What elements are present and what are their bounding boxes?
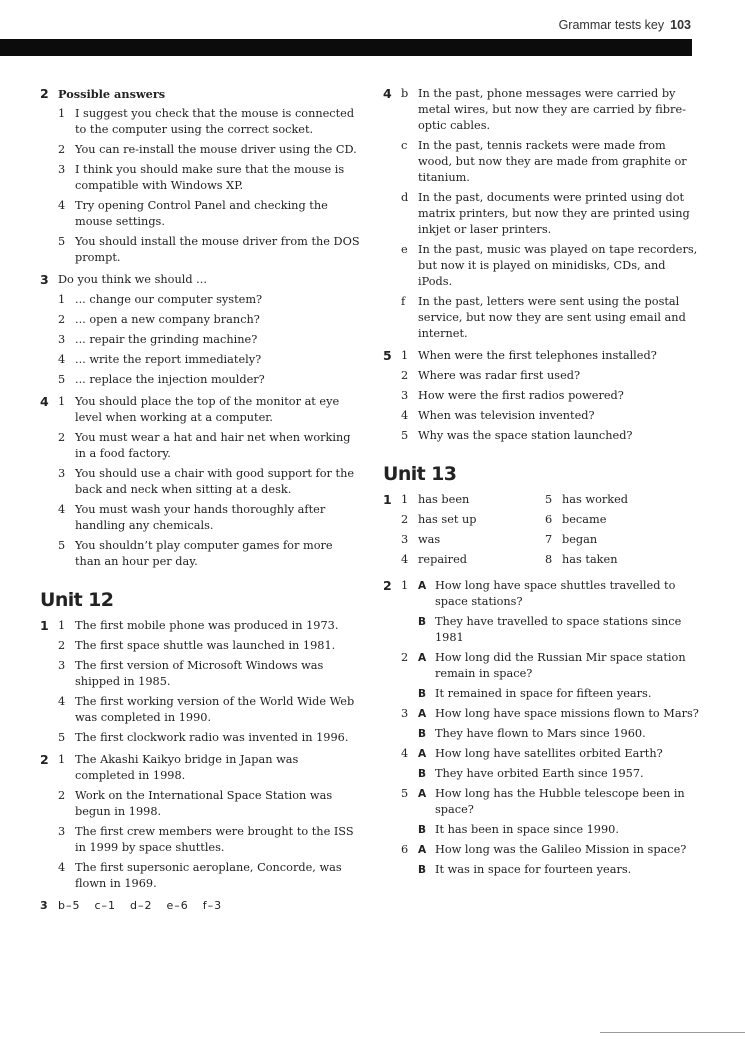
exercise-number: 1 <box>383 492 392 507</box>
item-text: has taken <box>562 553 618 566</box>
item-number: 5 <box>401 429 409 442</box>
answer-item <box>58 234 360 266</box>
header-title: Grammar tests key <box>558 18 665 32</box>
item-text: ... replace the injection moulder? <box>75 373 265 386</box>
answer-item <box>401 86 703 134</box>
qa-pair <box>401 842 703 878</box>
exercise-number: 4 <box>383 86 392 101</box>
speaker-a-label: A <box>418 652 427 664</box>
item-text: began <box>562 533 598 546</box>
exercise-number: 2 <box>40 752 49 767</box>
answer-item <box>58 142 360 158</box>
item-number: 2 <box>58 143 66 156</box>
unit-12-exercise-2 <box>40 752 360 892</box>
item-text: You shouldn’t play computer games for more than an hour per day. <box>75 539 333 568</box>
item-number: 3 <box>58 659 66 672</box>
unit-13-title: Unit 13 <box>383 463 457 485</box>
exercise-number: 2 <box>383 578 392 593</box>
item-letter: c <box>401 139 408 152</box>
item-text: When were the first telephones installed? <box>418 349 657 362</box>
left-column <box>40 86 360 920</box>
answer <box>418 614 703 646</box>
item-text: The first crew members were brought to the ISS in 1999 by space shuttles. <box>75 825 354 854</box>
answer-item <box>58 860 360 892</box>
item-text: Work on the International Space Station was begun in 1998. <box>75 789 333 818</box>
item-number: 2 <box>401 651 409 664</box>
qa-pair <box>401 706 703 742</box>
speaker-a-label: A <box>418 844 427 856</box>
page-number: 103 <box>670 18 691 32</box>
item-text: In the past, letters were sent using the postal service, but now they are sent using email and internet. <box>418 295 686 340</box>
item-number: 4 <box>58 695 66 708</box>
exercise-2 <box>40 86 360 266</box>
exercise-number: 4 <box>40 394 49 409</box>
answer-column-1 <box>401 492 545 572</box>
item-number: 3 <box>401 533 409 546</box>
exercise-3 <box>40 272 360 388</box>
answer-item <box>58 502 360 534</box>
speaker-b-label: B <box>418 616 427 628</box>
exercise-intro: Do you think we should ... <box>58 273 207 286</box>
item-text: Where was radar first used? <box>418 369 581 382</box>
item-number: 7 <box>545 533 553 546</box>
item-text: In the past, tennis rackets were made from wood, but now they are made from graphite or titanium. <box>418 139 687 184</box>
item-number: 1 <box>58 107 66 120</box>
item-letter: f <box>401 295 406 308</box>
answer-key: d–2 <box>130 899 153 912</box>
exercise-4-continued <box>383 86 703 342</box>
answer-item <box>58 618 360 634</box>
right-column <box>383 86 703 884</box>
exercise-4 <box>40 394 360 570</box>
answer-item <box>401 512 545 528</box>
footer-rule <box>600 1032 745 1033</box>
item-text: ... open a new company branch? <box>75 313 260 326</box>
item-number: 3 <box>58 333 66 346</box>
answer-text: They have travelled to space stations since 1981 <box>435 615 682 644</box>
item-text: In the past, documents were printed using dot matrix printers, but now they are printed using inkjet or laser printers. <box>418 191 690 236</box>
item-text: repaired <box>418 553 467 566</box>
item-text: ... repair the grinding machine? <box>75 333 258 346</box>
item-number: 6 <box>401 843 409 856</box>
answer-item <box>58 292 360 308</box>
answer <box>418 862 703 878</box>
item-text: The first working version of the World Wide Web was completed in 1990. <box>75 695 355 724</box>
speaker-a-label: A <box>418 708 427 720</box>
speaker-a-label: A <box>418 580 427 592</box>
item-number: 4 <box>58 503 66 516</box>
item-number: 4 <box>58 861 66 874</box>
answer-item <box>58 466 360 498</box>
item-number: 4 <box>401 409 409 422</box>
question-text: How long has the Hubble telescope been in space? <box>435 787 685 816</box>
answer-item <box>401 408 703 424</box>
item-number: 1 <box>58 395 66 408</box>
item-number: 3 <box>401 707 409 720</box>
item-letter: d <box>401 191 409 204</box>
answer-item <box>401 294 703 342</box>
item-number: 1 <box>58 619 66 632</box>
answer-key: c–1 <box>94 899 117 912</box>
answer-item <box>545 532 695 548</box>
item-text: has set up <box>418 513 477 526</box>
answer-item <box>58 752 360 784</box>
item-number: 1 <box>401 493 409 506</box>
answer-item <box>58 332 360 348</box>
item-number: 1 <box>401 579 409 592</box>
item-number: 5 <box>58 539 66 552</box>
answer <box>418 726 703 742</box>
two-column-answers <box>401 492 703 572</box>
qa-pair <box>401 786 703 838</box>
answer-item <box>401 428 703 444</box>
answer-key: f–3 <box>202 899 223 912</box>
qa-pair <box>401 650 703 702</box>
answer-item <box>58 788 360 820</box>
answer <box>418 822 703 838</box>
answer-item <box>58 394 360 426</box>
speaker-b-label: B <box>418 824 427 836</box>
answer-item <box>58 430 360 462</box>
item-number: 5 <box>58 235 66 248</box>
question-text: How long did the Russian Mir space station remain in space? <box>435 651 686 680</box>
item-number: 3 <box>58 163 66 176</box>
header-bar <box>0 39 692 56</box>
answer-item <box>58 538 360 570</box>
item-text: I think you should make sure that the mouse is compatible with Windows XP. <box>75 163 345 192</box>
answer-item <box>401 388 703 404</box>
item-text: The first supersonic aeroplane, Concorde, was flown in 1969. <box>75 861 342 890</box>
answer-item <box>545 492 695 508</box>
item-text: How were the first radios powered? <box>418 389 624 402</box>
answer <box>418 686 703 702</box>
item-number: 4 <box>401 553 409 566</box>
answer-item <box>58 372 360 388</box>
answer-item <box>401 242 703 290</box>
item-text: When was television invented? <box>418 409 595 422</box>
question <box>418 578 703 610</box>
answer-column-2 <box>545 492 695 572</box>
item-number: 2 <box>58 313 66 326</box>
answer-item <box>401 532 545 548</box>
answer-item <box>58 824 360 856</box>
exercise-5 <box>383 348 703 444</box>
item-number: 8 <box>545 553 553 566</box>
item-text: was <box>418 533 441 546</box>
item-number: 4 <box>401 747 409 760</box>
speaker-b-label: B <box>418 768 427 780</box>
item-text: You should use a chair with good support for the back and neck when sitting at a desk. <box>75 467 355 496</box>
item-text: has been <box>418 493 470 506</box>
item-text: Try opening Control Panel and checking the mouse settings. <box>75 199 328 228</box>
exercise-heading: Possible answers <box>58 87 166 101</box>
item-text: Why was the space station launched? <box>418 429 633 442</box>
item-number: 4 <box>58 199 66 212</box>
item-text: The first clockwork radio was invented in 1996. <box>75 731 349 744</box>
item-text: The Akashi Kaikyo bridge in Japan was completed in 1998. <box>75 753 299 782</box>
item-text: The first mobile phone was produced in 1973. <box>75 619 339 632</box>
item-number: 2 <box>401 513 409 526</box>
item-text: In the past, phone messages were carried by metal wires, but now they are carried by fibre-optic cables. <box>418 87 686 132</box>
question-text: How long was the Galileo Mission in space? <box>435 843 687 856</box>
answer-item <box>401 190 703 238</box>
item-number: 4 <box>58 353 66 366</box>
unit-13-exercise-1 <box>383 492 703 572</box>
answer-item <box>58 312 360 328</box>
answer-item <box>58 638 360 654</box>
item-text: In the past, music was played on tape recorders, but now it is played on minidisks, CDs, and iPods. <box>418 243 698 288</box>
answer-item <box>58 730 360 746</box>
answer-item <box>58 198 360 230</box>
item-text: You must wash your hands thoroughly after handling any chemicals. <box>75 503 326 532</box>
item-letter: e <box>401 243 408 256</box>
qa-pair <box>401 746 703 782</box>
item-number: 2 <box>58 789 66 802</box>
speaker-b-label: B <box>418 688 427 700</box>
answer-item <box>401 348 703 364</box>
answer-text: They have flown to Mars since 1960. <box>435 727 646 740</box>
speaker-b-label: B <box>418 864 427 876</box>
answer-item <box>401 138 703 186</box>
item-number: 5 <box>58 373 66 386</box>
exercise-number: 5 <box>383 348 392 363</box>
exercise-number: 1 <box>40 618 49 633</box>
answer-item <box>58 694 360 726</box>
question <box>418 650 703 682</box>
unit-13-exercise-2 <box>383 578 703 878</box>
answer-item <box>401 368 703 384</box>
unit-12-exercise-3 <box>40 898 360 914</box>
answer-text: It has been in space since 1990. <box>435 823 619 836</box>
item-text: ... change our computer system? <box>75 293 263 306</box>
speaker-a-label: A <box>418 788 427 800</box>
qa-pair <box>401 578 703 646</box>
item-number: 1 <box>58 753 66 766</box>
answer-item <box>58 162 360 194</box>
answer-key: e–6 <box>166 899 189 912</box>
item-text: You can re-install the mouse driver using the CD. <box>75 143 357 156</box>
exercise-number: 3 <box>40 272 49 287</box>
item-text: You should install the mouse driver from the DOS prompt. <box>75 235 360 264</box>
running-header <box>559 17 691 33</box>
item-number: 1 <box>401 349 409 362</box>
item-text: The first version of Microsoft Windows was shipped in 1985. <box>75 659 324 688</box>
speaker-a-label: A <box>418 748 427 760</box>
item-number: 5 <box>545 493 553 506</box>
answer-item <box>545 552 695 568</box>
exercise-number: 2 <box>40 86 49 101</box>
question <box>418 786 703 818</box>
item-text: I suggest you check that the mouse is connected to the computer using the correct socket. <box>75 107 355 136</box>
item-text: You should place the top of the monitor at eye level when working at a computer. <box>75 395 340 424</box>
answer <box>418 766 703 782</box>
answer-text: They have orbited Earth since 1957. <box>435 767 644 780</box>
unit-12-title: Unit 12 <box>40 589 114 611</box>
item-number: 5 <box>58 731 66 744</box>
question <box>418 746 703 762</box>
item-number: 3 <box>401 389 409 402</box>
item-number: 1 <box>58 293 66 306</box>
item-text: has worked <box>562 493 629 506</box>
answer-key: b–5 <box>58 899 81 912</box>
answer-item <box>58 352 360 368</box>
question <box>418 706 703 722</box>
item-text: ... write the report immediately? <box>75 353 262 366</box>
exercise-number: 3 <box>40 899 48 912</box>
question-text: How long have space missions flown to Mars? <box>435 707 699 720</box>
item-text: became <box>562 513 607 526</box>
question-text: How long have satellites orbited Earth? <box>435 747 663 760</box>
item-letter: b <box>401 87 409 100</box>
answer-item <box>545 512 695 528</box>
answer-text: It remained in space for fifteen years. <box>435 687 652 700</box>
item-number: 2 <box>58 639 66 652</box>
item-text: The first space shuttle was launched in 1981. <box>75 639 336 652</box>
speaker-b-label: B <box>418 728 427 740</box>
question <box>418 842 703 858</box>
item-number: 5 <box>401 787 409 800</box>
item-number: 6 <box>545 513 553 526</box>
question-text: How long have space shuttles travelled to space stations? <box>435 579 676 608</box>
item-text: You must wear a hat and hair net when working in a food factory. <box>75 431 351 460</box>
item-number: 2 <box>58 431 66 444</box>
answer-item <box>401 492 545 508</box>
answer-item <box>58 106 360 138</box>
answer-item <box>401 552 545 568</box>
answer-text: It was in space for fourteen years. <box>435 863 632 876</box>
unit-12-exercise-1 <box>40 618 360 746</box>
item-number: 2 <box>401 369 409 382</box>
item-number: 3 <box>58 825 66 838</box>
answer-item <box>58 658 360 690</box>
item-number: 3 <box>58 467 66 480</box>
